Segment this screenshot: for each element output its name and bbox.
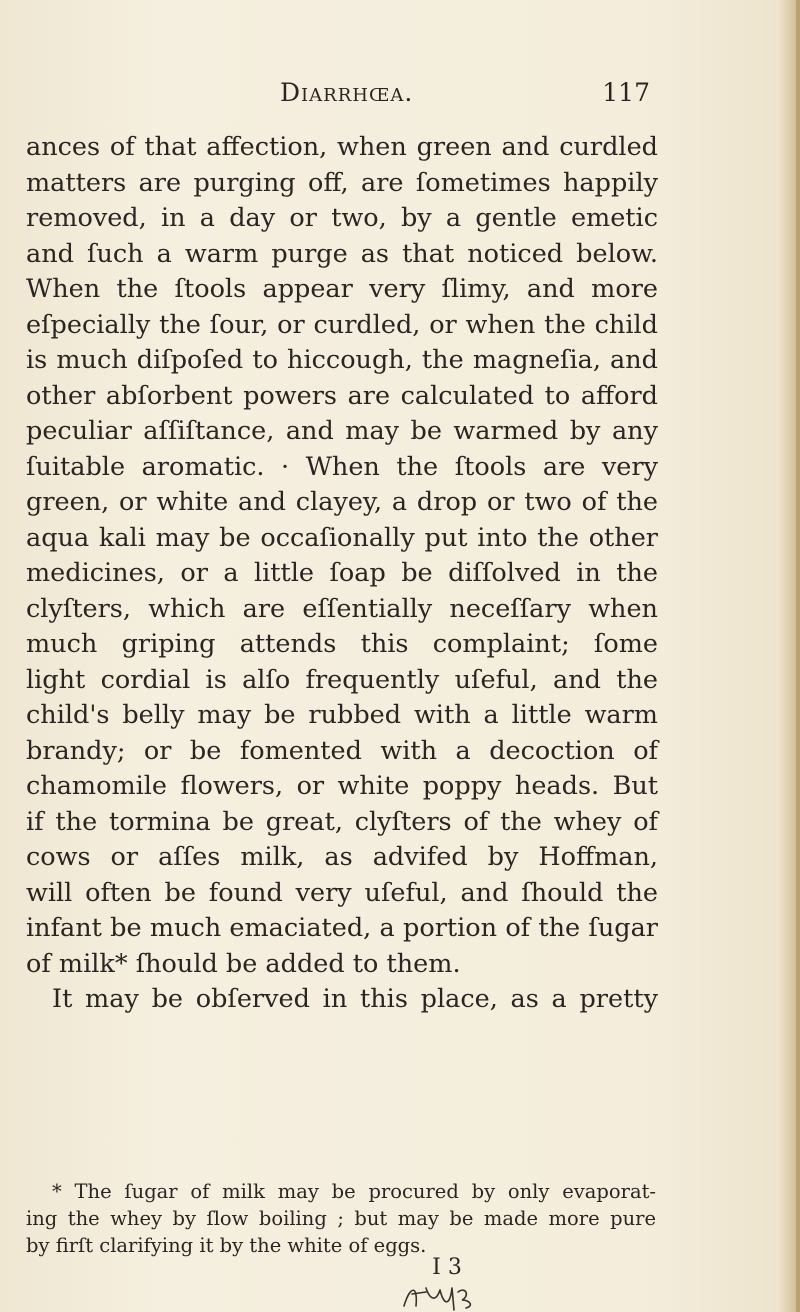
text-line: other abſorbent powers are calculated to afford xyxy=(26,380,658,411)
text-line: infant be much emaciated, a portion of the ſugar xyxy=(26,913,658,943)
footnote-line: by firſt clarifying it by the white of eggs. xyxy=(26,1234,427,1257)
running-title: Diarrhœa. xyxy=(280,78,414,107)
footnote-line: * The ſugar of milk may be procured by only evaporat- xyxy=(52,1180,656,1203)
footnote xyxy=(26,1178,656,1259)
text-line: chamomile flowers, or white poppy heads. But xyxy=(26,771,658,801)
text-line: brandy; or be fomented with a decoction of xyxy=(26,735,658,766)
text-line: It may be obſerved in this place, as a pretty xyxy=(52,984,658,1014)
page-binding-edge xyxy=(796,0,800,1312)
text-line: of milk* ſhould be added to them. xyxy=(26,948,461,979)
text-line: matters are purging off, are ſometimes happily xyxy=(26,167,658,198)
body-text xyxy=(26,130,658,1018)
text-line: child's belly may be rubbed with a little warm xyxy=(26,700,658,730)
text-line: will often be found very uſeful, and ſhould the xyxy=(26,877,658,908)
text-line: green, or white and clayey, a drop or two of the xyxy=(26,487,658,517)
text-line: eſpecially the ſour, or curdled, or when the child xyxy=(26,309,658,340)
text-line: When the ſtools appear very ſlimy, and more xyxy=(26,274,658,304)
text-line: light cordial is alſo frequently uſeful, and the xyxy=(26,664,658,695)
text-line: aqua kali may be occaſionally put into the other xyxy=(26,522,658,553)
signature-mark: I 3 xyxy=(432,1255,462,1280)
text-line: clyſters, which are eſſentially neceſſary when xyxy=(26,593,658,624)
text-line: peculiar aſſiſtance, and may be warmed by any xyxy=(26,416,658,446)
handwritten-stamp xyxy=(396,1276,486,1312)
text-line: if the tormina be great, clyſters of the whey of xyxy=(26,806,658,837)
text-line: cows or aſſes milk, as advifed by Hoffman, xyxy=(26,842,658,872)
text-line: medicines, or a little ſoap be diſſolved in the xyxy=(26,558,658,588)
text-line: is much diſpoſed to hiccough, the magneſia, and xyxy=(26,345,658,375)
text-line: ſuitable aromatic. · When the ſtools are very xyxy=(26,451,658,482)
running-head xyxy=(280,78,650,114)
text-line: ances of that affection, when green and curdled xyxy=(26,132,658,162)
text-line: removed, in a day or two, by a gentle emetic xyxy=(26,203,658,233)
text-line: much griping attends this complaint; ſome xyxy=(26,629,658,659)
text-line: and ſuch a warm purge as that noticed below. xyxy=(26,238,658,269)
footnote-line: ing the whey by ſlow boiling ; but may be made more pure xyxy=(26,1207,656,1230)
page-number: 117 xyxy=(602,78,650,107)
